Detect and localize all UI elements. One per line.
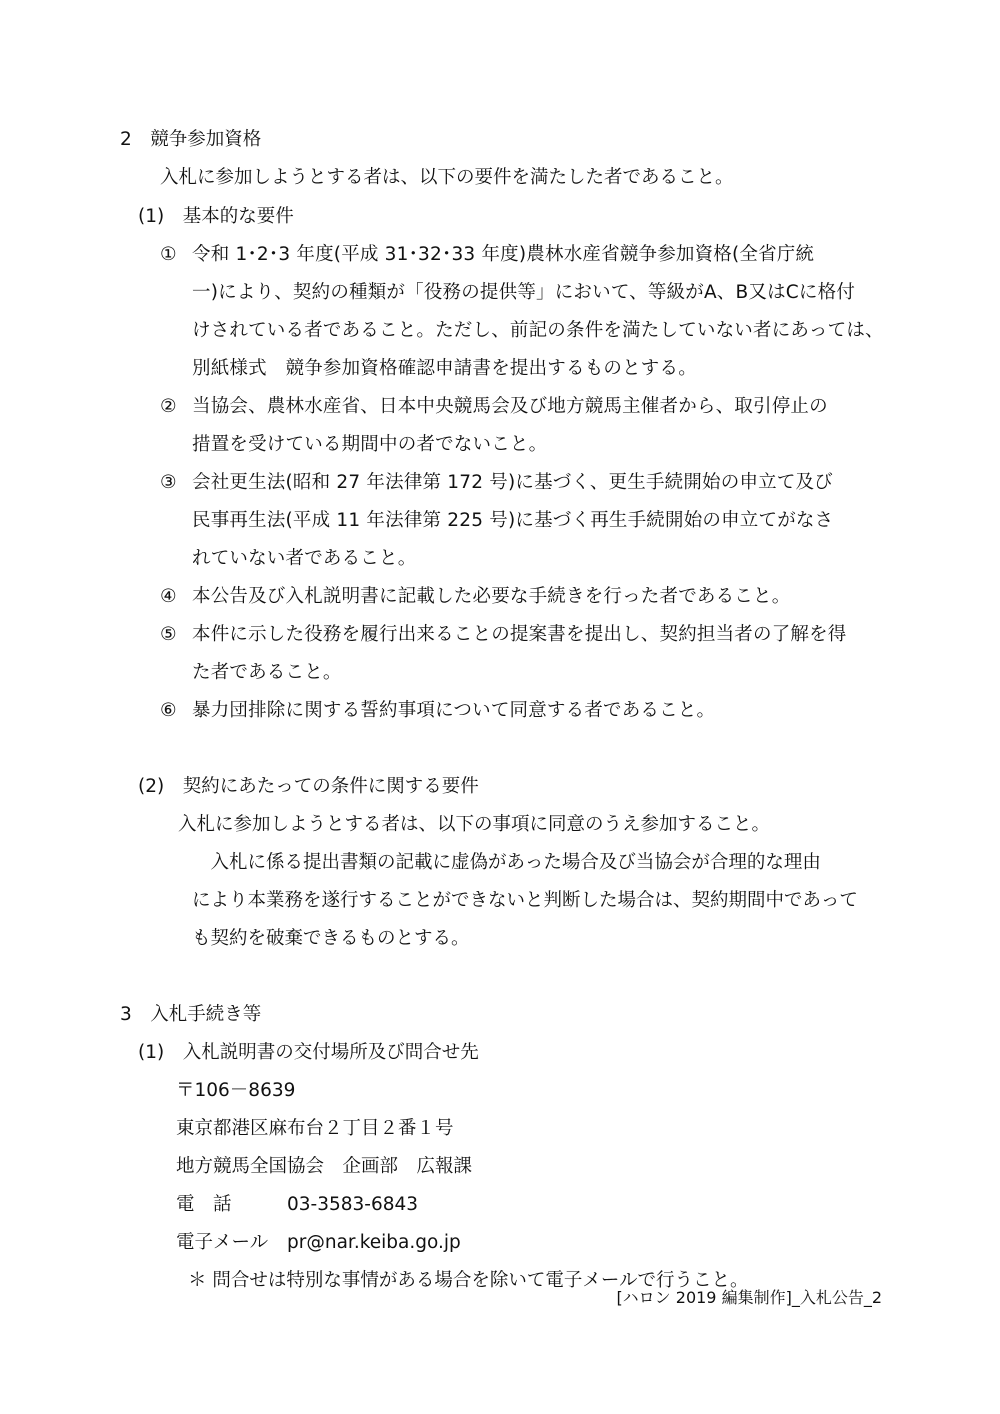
item-marker-4: ④ <box>160 586 177 607</box>
subsection-3-1-heading: (1) 入札説明書の交付場所及び問合せ先 <box>138 1042 479 1063</box>
organization: 地方競馬全国協会 企画部 広報課 <box>176 1156 473 1177</box>
item-1-line-4: 別紙様式 競争参加資格確認申請書を提出するものとする。 <box>192 358 697 379</box>
item-3-line-3: れていない者であること。 <box>192 548 417 569</box>
section-2-heading: 2 競争参加資格 <box>120 129 262 150</box>
item-1-line-1: 令和 1･2･3 年度(平成 31･32･33 年度)農林水産省競争参加資格(全省庁統 <box>192 244 815 265</box>
address: 東京都港区麻布台２丁目２番１号 <box>176 1118 454 1139</box>
subsection-2-2-line-3: も契約を破棄できるものとする。 <box>192 928 470 949</box>
item-2-line-2: 措置を受けている期間中の者でないこと。 <box>192 434 548 455</box>
item-marker-5: ⑤ <box>160 624 177 645</box>
postal-code: 〒106－8639 <box>176 1080 296 1101</box>
contact-note: ＊ 問合せは特別な事情がある場合を除いて電子メールで行うこと。 <box>188 1270 749 1291</box>
item-1-line-2: 一)により、契約の種類が「役務の提供等」において、等級がA、B又はCに格付 <box>192 282 856 303</box>
item-marker-6: ⑥ <box>160 700 177 721</box>
item-2-line-1: 当協会、農林水産省、日本中央競馬会及び地方競馬主催者から、取引停止の <box>192 396 828 417</box>
item-marker-2: ② <box>160 396 177 417</box>
subsection-2-2-line-1: 入札に係る提出書類の記載に虚偽があった場合及び当協会が合理的な理由 <box>192 852 821 873</box>
item-4-line-1: 本公告及び入札説明書に記載した必要な手続きを行った者であること。 <box>192 586 791 607</box>
item-marker-1: ① <box>160 244 177 265</box>
page-footer: [ハロン 2019 編集制作]_入札公告_2 <box>616 1288 882 1307</box>
item-marker-3: ③ <box>160 472 177 493</box>
subsection-2-2-heading: (2) 契約にあたっての条件に関する要件 <box>138 776 479 797</box>
item-3-line-2: 民事再生法(平成 11 年法律第 225 号)に基づく再生手続開始の申立てがなさ <box>192 510 834 531</box>
section-2-intro: 入札に参加しようとする者は、以下の要件を満たした者であること。 <box>160 167 734 188</box>
item-5-line-2: た者であること。 <box>192 662 342 683</box>
subsection-2-2-intro: 入札に参加しようとする者は、以下の事項に同意のうえ参加すること。 <box>178 814 771 835</box>
item-1-line-3: けされている者であること。ただし、前記の条件を満たしていない者にあっては、 <box>192 320 884 341</box>
email-label: 電子メール <box>176 1232 269 1253</box>
subsection-2-1-heading: (1) 基本的な要件 <box>138 206 294 227</box>
phone-number: 03-3583-6843 <box>287 1194 419 1215</box>
email-address[interactable]: pr@nar.keiba.go.jp <box>287 1232 461 1253</box>
item-5-line-1: 本件に示した役務を履行出来ることの提案書を提出し、契約担当者の了解を得 <box>192 624 847 645</box>
phone-label: 電 話 <box>176 1194 232 1215</box>
section-3-heading: 3 入札手続き等 <box>120 1004 262 1025</box>
item-6-line-1: 暴力団排除に関する誓約事項について同意する者であること。 <box>192 700 716 721</box>
item-3-line-1: 会社更生法(昭和 27 年法律第 172 号)に基づく、更生手続開始の申立て及び <box>192 472 833 493</box>
subsection-2-2-line-2: により本業務を遂行することができないと判断した場合は、契約期間中であって <box>192 890 858 911</box>
